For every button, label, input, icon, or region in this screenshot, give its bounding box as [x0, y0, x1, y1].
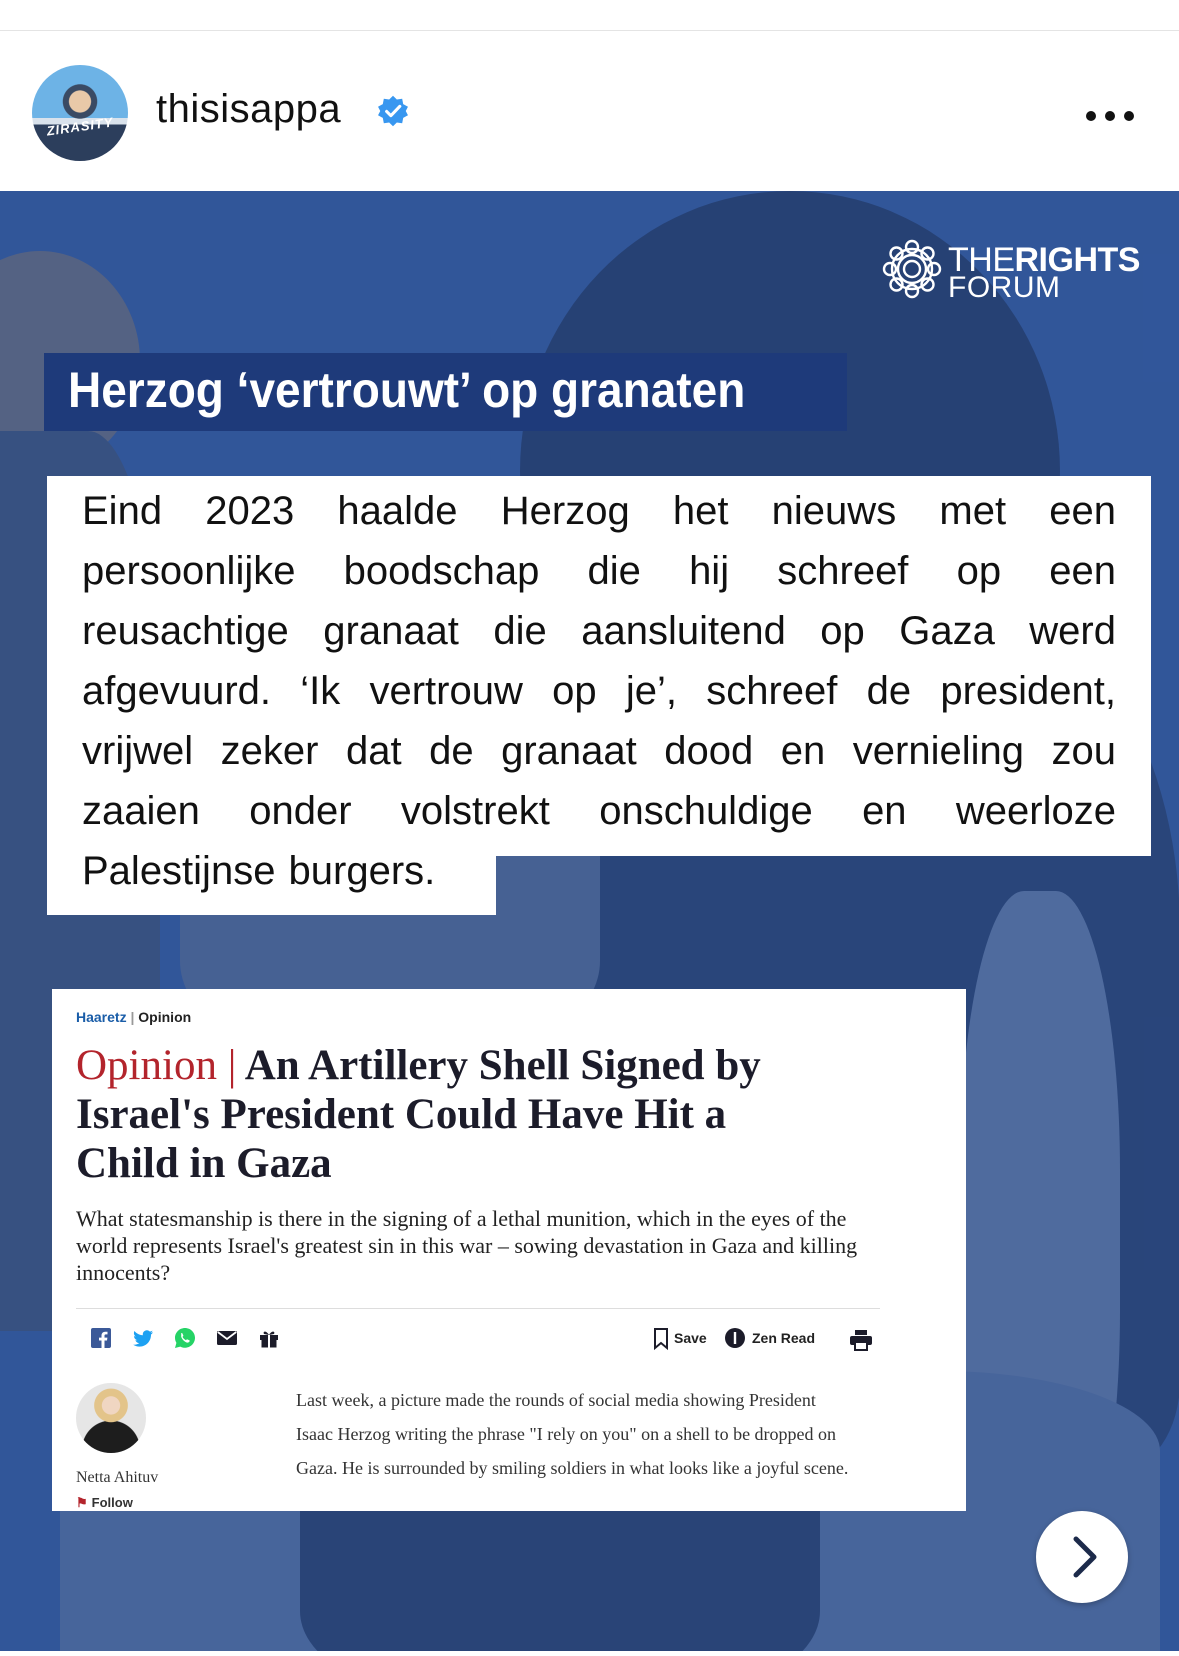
rosette-icon: [880, 237, 944, 301]
avatar[interactable]: [32, 65, 128, 161]
body-text: Eind 2023 haalde Herzog het nieuws met een persoonlijke boodschap die hij schreef op een reusachtige granaat die aansluitend op Gaza werd afgevuurd. ‘Ik vertrouw op je’, schreef de president, vrijwel zeker dat de granaat dood en vernieling zou zaaien onder volstrekt onschuldige en weerloze Palestijnse burgers.: [82, 489, 1116, 893]
whatsapp-icon[interactable]: [172, 1325, 198, 1351]
facebook-icon[interactable]: [88, 1325, 114, 1351]
more-options-icon[interactable]: [1086, 107, 1136, 123]
zen-icon: [724, 1327, 746, 1349]
title-text: An Artillery Shell Signed by Israel's President Could Have Hit a Child in Gaza: [76, 1042, 761, 1187]
logo-rights: RIGHTS: [1014, 241, 1140, 279]
article-card: [52, 989, 966, 1511]
headline-banner: [44, 353, 847, 431]
title-prefix: Opinion: [76, 1042, 217, 1089]
rights-forum-logo: [880, 235, 1140, 305]
avatar-caption: ZIRASITY: [45, 114, 115, 139]
zen-read-button[interactable]: [724, 1325, 824, 1351]
next-slide-button[interactable]: [1036, 1511, 1128, 1603]
post-image[interactable]: [0, 191, 1179, 1651]
post-header: [0, 31, 1179, 191]
logo-the: THE: [948, 241, 1015, 279]
author-name[interactable]: Netta Ahituv: [76, 1469, 159, 1486]
zen-read-label: Zen Read: [752, 1330, 816, 1346]
source-link[interactable]: Haaretz: [76, 1009, 127, 1025]
chevron-right-icon: [1062, 1533, 1106, 1581]
bookmark-icon: [652, 1327, 670, 1351]
follow-label: Follow: [91, 1495, 133, 1510]
article-divider: [76, 1308, 880, 1309]
article-fade: [296, 1481, 856, 1511]
author-avatar[interactable]: [76, 1383, 146, 1453]
save-button[interactable]: [652, 1325, 712, 1351]
headline: Herzog ‘vertrouwt’ op granaten: [68, 362, 746, 418]
title-separator: |: [227, 1042, 237, 1089]
article-subtitle: What statesmanship is there in the signing of a lethal munition, which in the eyes of the world represents Israel's greatest sin in this war – sowing devastation in Gaza and killing innocents?: [76, 1206, 858, 1285]
print-icon[interactable]: [848, 1327, 874, 1353]
gift-icon[interactable]: [256, 1325, 282, 1351]
article-title: [76, 1041, 836, 1188]
verified-badge-icon: [376, 94, 410, 128]
mail-icon[interactable]: [214, 1325, 240, 1351]
username[interactable]: thisisappa: [156, 87, 342, 131]
twitter-icon[interactable]: [130, 1325, 156, 1351]
logo-forum: FORUM: [948, 271, 1061, 304]
article-body: Last week, a picture made the rounds of social media showing President Isaac Herzog writing the phrase "I rely on you" on a shell to be dropped on Gaza. He is surrounded by smiling soldiers in what looks like a joyful scene.: [296, 1390, 849, 1478]
bell-icon: ⚑: [76, 1495, 88, 1510]
follow-button[interactable]: [76, 1495, 133, 1511]
article-kicker: [76, 1009, 191, 1025]
kicker-separator: |: [130, 1009, 135, 1025]
save-label: Save: [674, 1330, 707, 1346]
section-link[interactable]: Opinion: [138, 1009, 192, 1025]
